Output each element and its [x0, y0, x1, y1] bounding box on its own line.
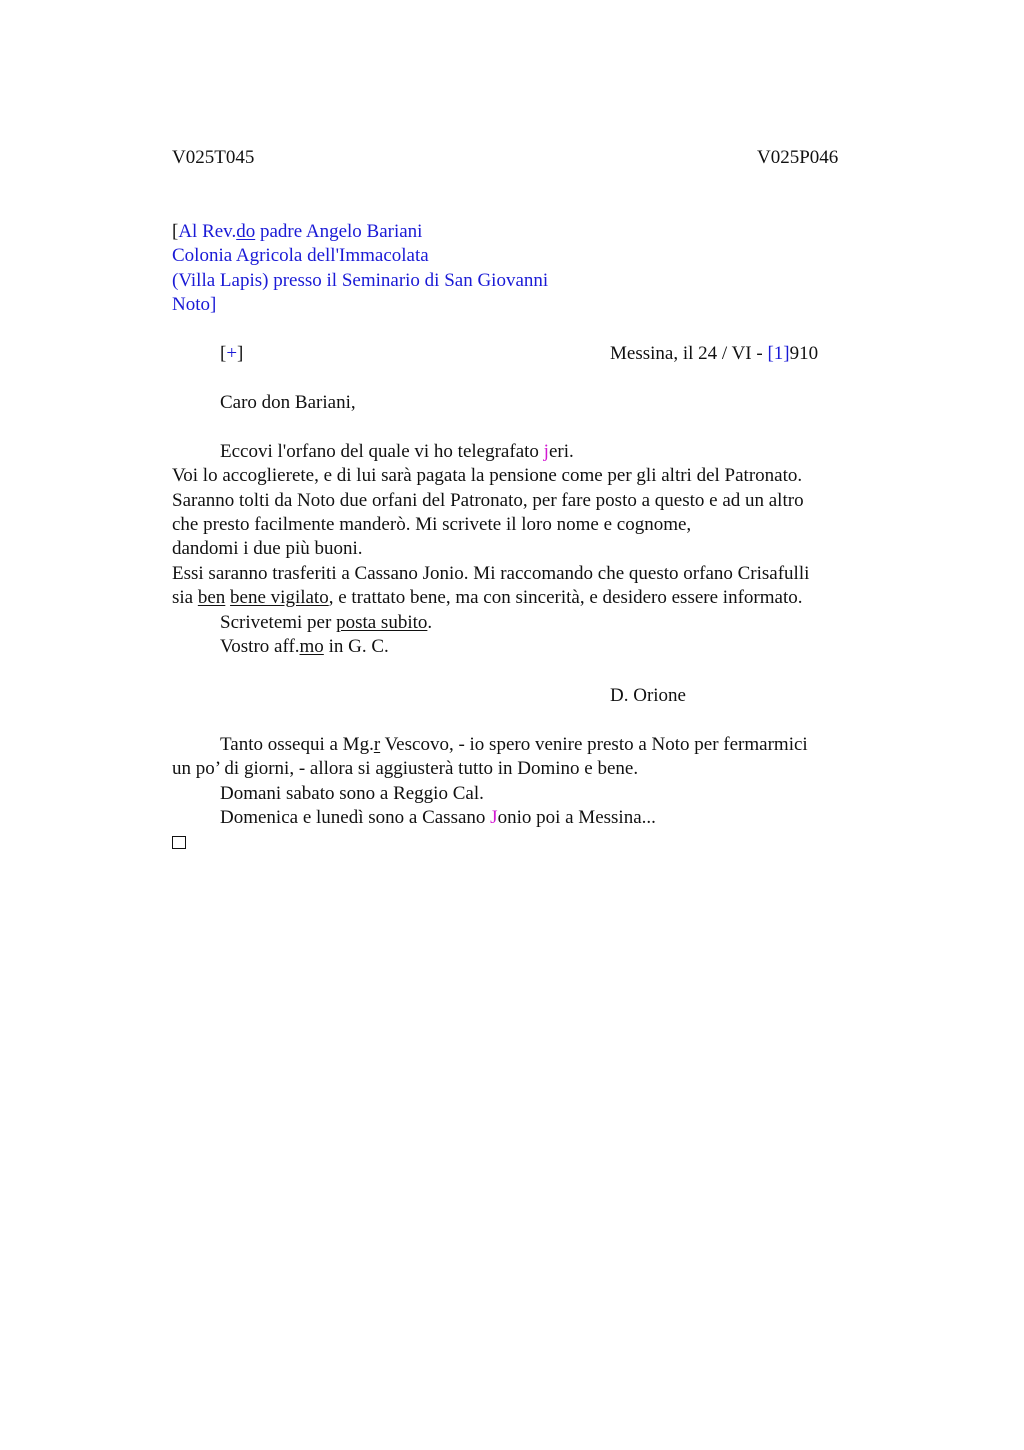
- body-line-8: [220, 611, 432, 635]
- body-line-2: Voi lo accoglierete, e di lui sarà pagata la pensione come per gli altri del Patronato.: [172, 465, 803, 486]
- postscript-line-2: un po’ di giorni, - allora si aggiusterà tutto in Domino e bene.: [172, 758, 639, 779]
- date-open-bracket: [: [767, 343, 774, 364]
- postscript-line-1-start: Tanto ossequi a Mg.: [220, 734, 374, 755]
- address-line-4: [172, 293, 216, 317]
- date-close-bracket: ]: [783, 343, 790, 364]
- closing-line: [220, 635, 389, 659]
- end-square-icon: [172, 836, 186, 849]
- address-line-1: [172, 220, 422, 244]
- address-recipient-name: padre Angelo Bariani: [255, 221, 423, 242]
- body-line-7-end: , e trattato bene, ma con sincerità, e desidero essere informato.: [328, 587, 803, 608]
- date-restored-digit: 1: [773, 343, 784, 364]
- address-line-3: (Villa Lapis) presso il Seminario di San Giovanni: [172, 270, 549, 291]
- body-line-1-end: eri.: [548, 441, 574, 462]
- body-line-3: Saranno tolti da Noto due orfani del Patronato, per fare posto a questo e ad un altro: [172, 490, 804, 511]
- underlined-posta-subito: posta subito: [336, 612, 428, 633]
- postscript-line-4: [220, 806, 656, 830]
- address-al-rev: Al Rev.: [178, 221, 237, 242]
- right-document-code: V025P046: [757, 147, 839, 168]
- address-open-bracket: [: [172, 221, 179, 242]
- closing-end: in G. C.: [323, 636, 389, 657]
- left-document-code: V025T045: [172, 147, 255, 168]
- salutation: Caro don Bariani,: [220, 392, 356, 413]
- postscript-line-4-end: onio poi a Messina...: [497, 807, 656, 828]
- postscript-line-4-start: Domenica e lunedì sono a Cassano: [220, 807, 491, 828]
- closing-start: Vostro aff.: [220, 636, 300, 657]
- date-year: 910: [789, 343, 819, 364]
- body-line-8-end: .: [427, 612, 433, 633]
- address-city: Noto: [172, 294, 210, 315]
- address-close-bracket: ]: [210, 294, 217, 315]
- body-line-1: [220, 440, 574, 464]
- emended-letter-j: j: [543, 441, 549, 462]
- body-line-4: che presto facilmente manderò. Mi scrivete il loro nome e cognome,: [172, 514, 692, 535]
- emended-letter-J: J: [490, 807, 498, 828]
- postscript-line-1-end: Vescovo, - io spero venire presto a Noto per fermarmici: [380, 734, 808, 755]
- underlined-ben: ben: [197, 587, 226, 608]
- body-line-7-start: sia: [172, 587, 198, 608]
- postscript-r-superscript: r: [373, 734, 381, 755]
- closing-mo-superscript: mo: [299, 636, 324, 657]
- body-line-8-start: Scrivetemi per: [220, 612, 337, 633]
- letter-date: [610, 342, 818, 366]
- address-line-2: Colonia Agricola dell'Immacolata: [172, 245, 429, 266]
- date-prefix: Messina, il 24 / VI -: [610, 343, 768, 364]
- cross-close-bracket: ]: [237, 343, 244, 364]
- postscript-line-1: [220, 733, 808, 757]
- cross-icon: +: [226, 343, 238, 364]
- body-line-7: [172, 586, 802, 610]
- body-line-5: dandomi i due più buoni.: [172, 538, 363, 559]
- postscript-line-3: Domani sabato sono a Reggio Cal.: [220, 783, 484, 804]
- cross-open-bracket: [: [220, 343, 227, 364]
- cross-mark: [220, 342, 243, 366]
- underlined-bene-vigilato: bene vigilato: [230, 587, 329, 608]
- signature: D. Orione: [610, 685, 686, 706]
- body-line-1-text: Eccovi l'orfano del quale vi ho telegrafato: [220, 441, 544, 462]
- body-line-6: Essi saranno trasferiti a Cassano Jonio. Mi raccomando che questo orfano Crisafulli: [172, 563, 810, 584]
- address-do-superscript: do: [236, 221, 256, 242]
